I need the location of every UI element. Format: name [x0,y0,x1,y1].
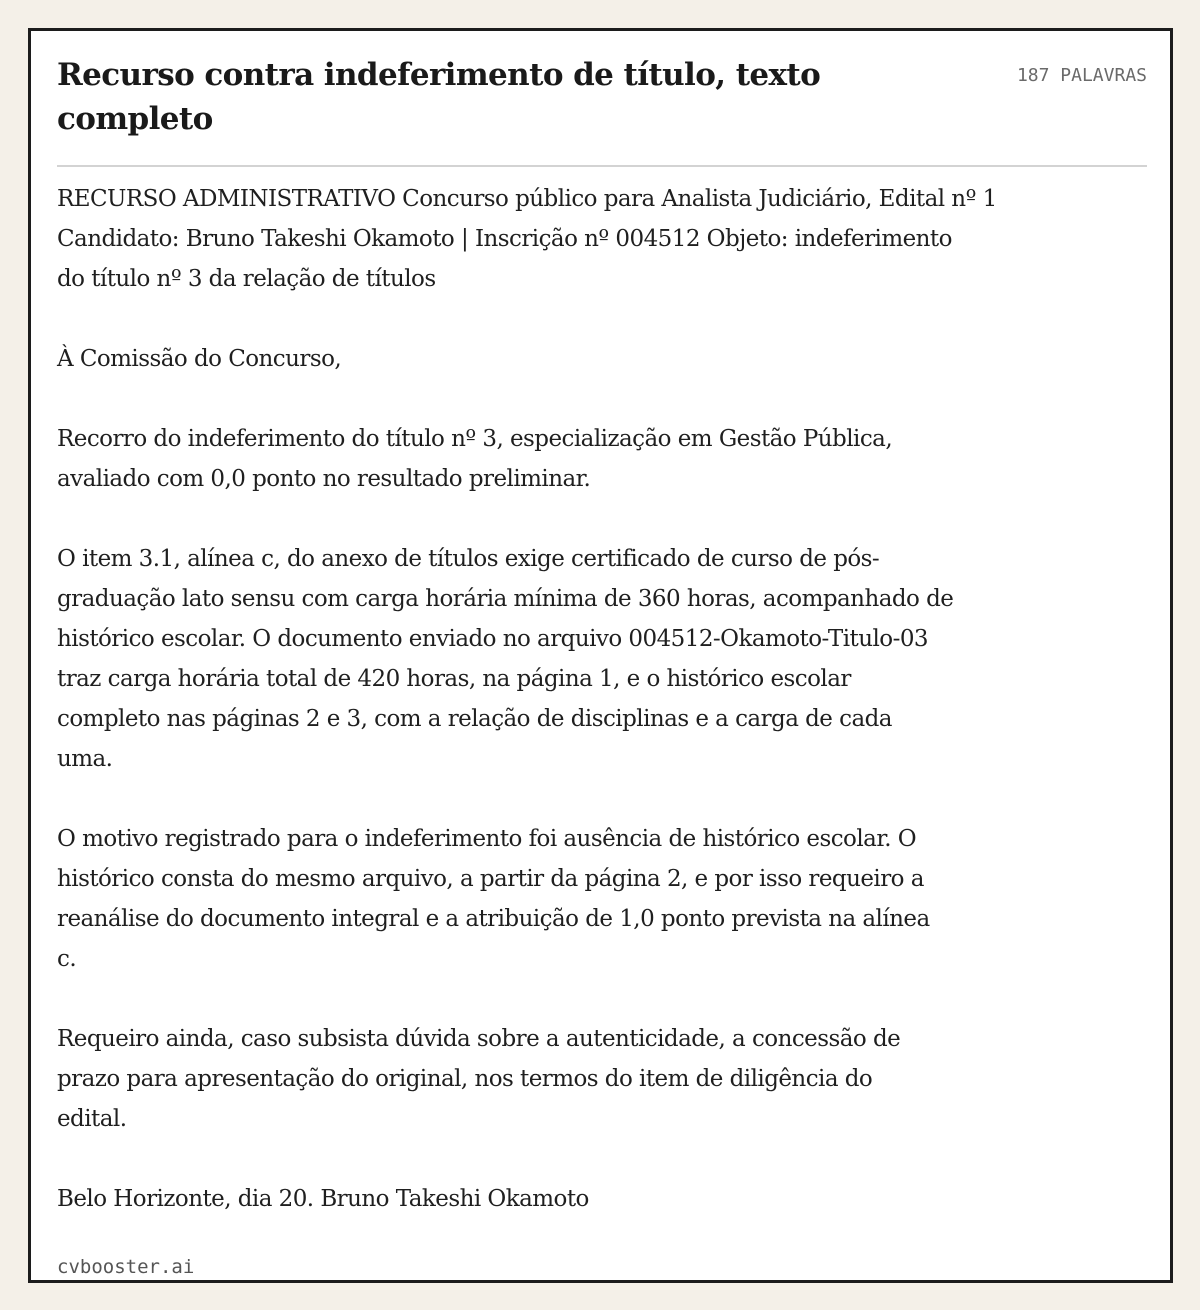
body-paragraph: O motivo registrado para o indeferimento foi ausência de histórico escolar. O histórico consta do mesmo arquivo, a partir da página 2, e por isso requeiro a reanálise do documento integral e a atribuição de 1,0 ponto prevista na alínea c. [57,826,930,972]
body-paragraph: Requeiro ainda, caso subsista dúvida sobre a autenticidade, a concessão de prazo para apresentação do original, nos termos do item de diligência do edital. [57,1026,901,1132]
word-count-label: 187 PALAVRAS [1016,65,1147,86]
body-paragraph: O item 3.1, alínea c, do anexo de títulos exige certificado de curso de pós- graduação lato sensu com carga horária mínima de 360 horas, acompanhado de histórico escolar. O documento enviado no arquivo 004512-Okamoto-Titulo-03 traz carga horária total de 420 horas, na página 1, e o histórico escolar completo nas páginas 2 e 3, com a relação de disciplinas e a carga de cada uma. [57,546,954,772]
document-header [57,53,1147,167]
document-title: Recurso contra indeferimento de título, texto completo [57,57,821,137]
body-paragraph: Recorro do indeferimento do título nº 3, especialização em Gestão Pública, avaliado com 0,0 ponto no resultado preliminar. [57,426,893,492]
document-card [28,28,1173,1283]
header-block-paragraph: RECURSO ADMINISTRATIVO Concurso público para Analista Judiciário, Edital nº 1 Candidato: Bruno Takeshi Okamoto | Inscrição nº 004512 Objeto: indeferimento do título nº 3 da relação de títulos [57,186,997,292]
brand-footer: cvbooster.ai [57,1256,195,1278]
closing-paragraph: Belo Horizonte, dia 20. Bruno Takeshi Okamoto [57,1186,589,1212]
salutation-paragraph: À Comissão do Concurso, [57,346,342,372]
document-body [57,179,1117,1219]
